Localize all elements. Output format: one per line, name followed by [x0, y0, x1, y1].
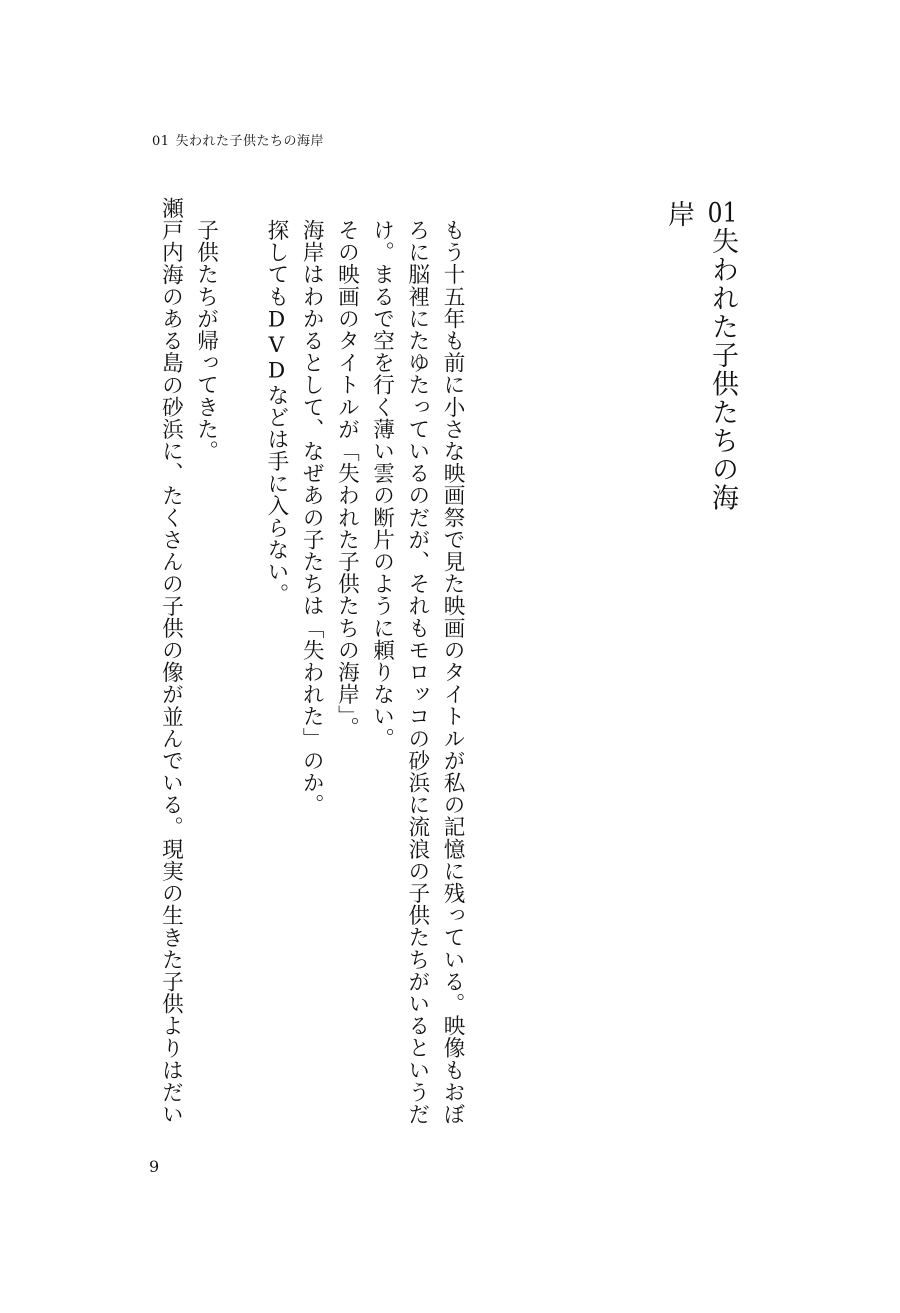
page-number: 9 [149, 1157, 160, 1176]
paragraph-gap [224, 197, 259, 1132]
paragraph: 探してもDVDなどは手に入らない。 [263, 218, 289, 605]
running-header-chapter-number: 01 [152, 134, 170, 149]
running-header [152, 130, 324, 149]
chapter-title: 失われた子供たちの海岸 [663, 200, 738, 512]
paragraph: 子供たちが帰ってきた。 [193, 218, 219, 462]
chapter-heading [663, 200, 744, 530]
paragraph: その映画のタイトルが「失われた子供たちの海岸」。 [334, 218, 360, 739]
paragraph: もう十五年も前に小さな映画祭で見た映画のタイトルが私の記憶に残っている。映像もおぼろに脳裡にたゆたっているのだが、それもモロッコの砂浜に流浪の子供たちがいるというだけ。まるで空を行く薄い雲の断片のように頼りない。 [369, 218, 465, 1125]
paragraph: 海岸はわかるとして、なぜあの子たちは「失われた」のか。 [299, 218, 325, 816]
paragraph: 瀬戸内海のある島の砂浜に、たくさんの子供の像が並んでいる。現実の生きた子供よりはだい [158, 197, 184, 1126]
chapter-number: 01 [707, 200, 738, 227]
running-header-chapter-title: 失われた子供たちの海岸 [175, 134, 325, 149]
body-text [115, 197, 470, 1132]
